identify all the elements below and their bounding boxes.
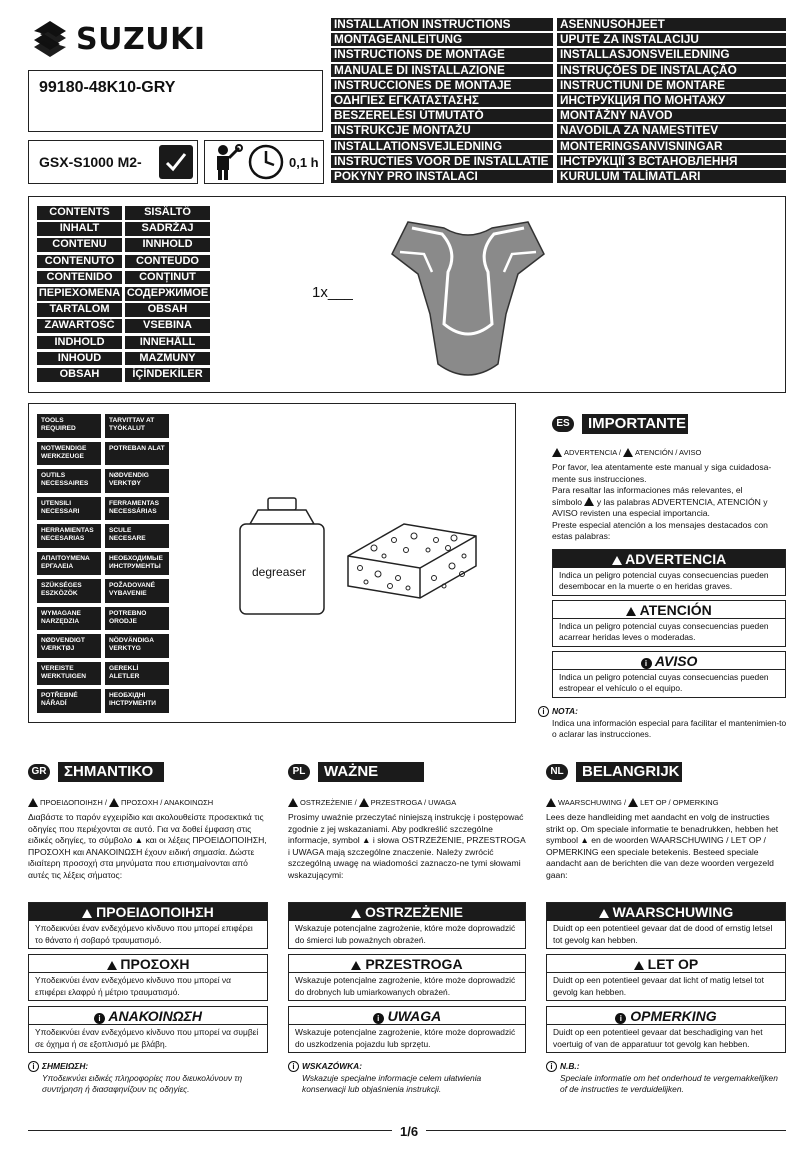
warning-title-text: ΠΡΟΕΙΔΟΠΟΙΗΣΗ (96, 904, 214, 920)
contents-row (37, 222, 210, 236)
title-row (331, 64, 786, 77)
caution-title (29, 955, 267, 973)
section-nl (546, 762, 786, 1096)
info-icon: i (546, 1061, 557, 1072)
title-cell: INSTRUCTIES VOOR DE INSTALLATIE (331, 155, 553, 168)
tools-cell: GEREKLİ ALETLER (105, 662, 169, 686)
tools-row (37, 662, 169, 686)
lang-badge-es: ES (552, 416, 574, 432)
intro-pl: Prosimy uważnie przeczytać niniejszą instrukcję i postępować zgodnie z jej wskazaniami. Aby podkreślić szczególne informacje, symbol ▲ i słowa OSTRZEŻENIE, PRZESTROGA i UWAGA mają szczególne znaczenie. Należy zwrócić szczególną uwagę na wiadomości zaznaczo-ne tymi słowami wskazującymi: (288, 812, 526, 880)
contents-cell: INDHOLD (37, 336, 122, 350)
title-cell: UPUTE ZA INSTALACIJU (557, 33, 786, 46)
section-title-gr: ΣΗΜΑΝΤΙΚΟ (58, 762, 164, 782)
notice-body: Wskazuje potencjalne zagrożenie, które może doprowadzić do uszkodzenia pojazdu lub sprzętu. (295, 1027, 516, 1049)
warning-title (289, 903, 525, 921)
contents-cell: ZAWARTOŚĆ (37, 319, 122, 333)
title-cell: ИНСТРУКЦИЯ ПО МОНТАЖУ (557, 94, 786, 107)
contents-cell: CONTENIDO (37, 271, 122, 285)
intro-line: estas palabras: (552, 531, 611, 541)
intro-line: Por favor, lea atentamente este manual y siga cuidadosa- (552, 462, 772, 472)
contents-row (37, 319, 210, 333)
warning-triangle-icon (628, 798, 638, 807)
note-pl (288, 1061, 526, 1096)
contents-row (37, 303, 210, 317)
tools-cell: FERRAMENTAS NECESSÁRIAS (105, 497, 169, 521)
warning-title (29, 903, 267, 921)
note-text: Indica una información especial para facilitar el mantenimien-to o aclarar las instrucciones. (552, 717, 787, 739)
warning-triangle-icon (626, 607, 636, 616)
warning-triangle-icon (634, 961, 644, 970)
tools-cell: NÖDVÄNDIGA VERKTYG (105, 634, 169, 658)
title-cell: ΟΔΗΓΙΕΣ ΕΓΚΑΤΑΣΤΑΣΗΣ (331, 94, 553, 107)
degreaser-label: degreaser (252, 565, 307, 579)
warning-box-nl (546, 902, 786, 949)
tools-row (37, 524, 169, 548)
warning-title-text: OSTRZEŻENIE (364, 904, 463, 920)
title-row (331, 79, 786, 92)
tools-row (37, 689, 169, 713)
contents-row (37, 271, 210, 285)
info-icon: i (615, 1013, 626, 1024)
tools-cell: NOTWENDIGE WERKZEUGE (37, 442, 101, 466)
title-cell: INSTALLATION INSTRUCTIONS (331, 18, 553, 31)
note-es (538, 706, 788, 741)
hdr-part: OSTRZEŻENIE / (300, 798, 357, 807)
title-cell: INSTALLASJONSVEILEDNING (557, 48, 786, 61)
contents-cell: INNEHÅLL (125, 336, 210, 350)
contents-cell: CONTENTS (37, 206, 122, 220)
warning-box-es (552, 549, 786, 596)
caution-title-text: LET OP (647, 956, 699, 972)
notice-box-pl (288, 1006, 526, 1053)
info-icon: i (28, 1061, 39, 1072)
notice-title-text: UWAGA (387, 1008, 442, 1024)
title-list (331, 18, 786, 185)
warning-body: Υποδεικνύει έναν ενδεχόμενο κίνδυνο που μπορεί επιφέρει το θάνατο ή σοβαρό τραυματισμό. (35, 923, 253, 945)
caution-title (553, 601, 785, 619)
title-cell: INSTRUCTIONS DE MONTAGE (331, 48, 553, 61)
intro-line: AVISO revisten una especial importancia. (552, 508, 710, 518)
tools-row (37, 552, 169, 576)
hdr-part: PRZESTROGA / UWAGA (370, 798, 457, 807)
section-es (552, 414, 786, 698)
title-cell: KURULUM TALİMATLARI (557, 170, 786, 183)
title-cell: MANUALE DI INSTALLAZIONE (331, 64, 553, 77)
warning-triangle-icon (351, 961, 361, 970)
warning-triangle-icon (107, 961, 117, 970)
warning-triangle-icon (599, 909, 609, 918)
tools-grid (37, 414, 169, 717)
hdr-part: ADVERTENCIA / (564, 448, 621, 457)
notice-box-es (552, 651, 786, 698)
lang-badge-pl: PL (288, 764, 310, 780)
intro-line: Para resaltar las informaciones más relevantes, el (552, 485, 743, 495)
tools-cell: NØDVENDIGT VÆRKTØJ (37, 634, 101, 658)
warning-triangle-icon (359, 798, 369, 807)
warning-triangle-icon (109, 798, 119, 807)
notice-box-nl (546, 1006, 786, 1053)
tools-cell: POTREBAN ALAT (105, 442, 169, 466)
title-cell: ІНСТРУКЦІЇ З ВСТАНОВЛЕННЯ (557, 155, 786, 168)
warning-title-text: ADVERTENCIA (625, 550, 727, 567)
caution-body: Wskazuje potencjalne zagrożenie, które może doprowadzić do drobnych lub umiarkowanych obrażeń. (295, 975, 516, 997)
note-nl (546, 1061, 786, 1096)
notice-title-text: OPMERKING (630, 1008, 717, 1024)
tools-cell: POTREBNO ORODJE (105, 607, 169, 631)
warning-body: Wskazuje potencjalne zagrożenie, które może doprowadzić do śmierci lub poważnych obrażeń. (295, 923, 516, 945)
hdr-part: LET OP / OPMERKING (640, 798, 719, 807)
tools-row (37, 579, 169, 603)
title-row (331, 48, 786, 61)
info-icon: i (288, 1061, 299, 1072)
notice-title (29, 1007, 267, 1025)
contents-row (37, 352, 210, 366)
tools-cell: SCULE NECESARE (105, 524, 169, 548)
lang-badge-nl: NL (546, 764, 568, 780)
title-cell: MONTAGEANLEITUNG (331, 33, 553, 46)
warning-triangle-icon (552, 448, 562, 457)
tools-cell: POŽADOVANÉ VYBAVENIE (105, 579, 169, 603)
tank-pad-illustration (388, 214, 548, 386)
title-cell: MONTÁŽNY NÁVOD (557, 109, 786, 122)
brand-logo (30, 18, 230, 60)
warning-header-nl (546, 798, 786, 807)
contents-cell: CONȚINUT (125, 271, 210, 285)
note-title: NOTA: (552, 706, 578, 716)
title-cell: INSTALLATIONSVEJLEDNING (331, 140, 553, 153)
contents-cell: SADRŽAJ (125, 222, 210, 236)
warning-title (553, 550, 785, 568)
caution-box-pl (288, 954, 526, 1001)
caution-body: Υποδεικνύει έναν ενδεχόμενο κίνδυνο που μπορεί να επιφέρει ελαφρύ ή μέτριο τραυματισμό. (35, 975, 231, 997)
checkmark-icon (159, 145, 193, 179)
contents-cell: INNHOLD (125, 238, 210, 252)
contents-cell: ΠΕΡΙΕΧΟΜΕΝΑ (38, 286, 121, 299)
title-row (331, 155, 786, 168)
title-cell: INSTRUCCIONES DE MONTAJE (331, 79, 553, 92)
title-row (331, 94, 786, 107)
contents-cell: OBSAH (125, 303, 210, 317)
warning-triangle-icon (546, 798, 556, 807)
hdr-part: WAARSCHUWING / (558, 798, 627, 807)
sponge-illustration (344, 516, 480, 602)
part-number-box (28, 70, 323, 132)
time-value: 0,1 h (289, 154, 319, 170)
warning-triangle-icon (612, 556, 622, 565)
warning-triangle-icon (623, 448, 633, 457)
contents-row (37, 368, 210, 382)
model-box (28, 140, 198, 184)
brand-name: SUZUKI (76, 21, 206, 57)
model-name: GSX-S1000 M2- (39, 154, 142, 170)
intro-line: mente sus instrucciones. (552, 473, 647, 484)
title-row (331, 140, 786, 153)
intro-line: Preste especial atención a los mensajes destacados con (552, 519, 768, 530)
intro-seg: y las palabras ADVERTENCIA, ATENCIÓN y (596, 496, 768, 507)
contents-cell: İÇİNDEKİLER (125, 368, 210, 382)
mechanic-icon (211, 143, 243, 181)
title-cell: POKYNY PRO INSTALACI (331, 170, 553, 183)
intro-line (552, 497, 786, 509)
section-gr (28, 762, 268, 1096)
contents-grid (37, 206, 210, 384)
tools-cell: НЕОБХІДНІ ІНСТРУМЕНТИ (105, 689, 169, 713)
caution-body: Duidt op een potentieel gevaar dat licht of matig letsel tot gevolg kan hebben. (553, 975, 764, 997)
contents-row (37, 238, 210, 252)
contents-cell: TARTALOM (37, 303, 122, 317)
title-cell: NAVODILA ZA NAMESTITEV (557, 124, 786, 137)
warning-header-es (552, 448, 786, 457)
tools-cell: OUTILS NECESSAIRES (37, 469, 101, 493)
info-icon: i (641, 658, 652, 669)
page-number: 1/6 (392, 1124, 426, 1139)
warning-triangle-icon (28, 798, 38, 807)
intro-seg: símbolo (552, 496, 583, 507)
tools-cell: POTŘEBNÉ NÁŘADÍ (37, 689, 101, 713)
title-row (331, 124, 786, 137)
tools-cell: TOOLS REQUIRED (37, 414, 101, 438)
section-title-es: IMPORTANTE (582, 414, 688, 434)
warning-triangle-icon (351, 909, 361, 918)
caution-title-text: ΠΡΟΣΟΧΗ (120, 956, 190, 972)
note-text: Speciale informatie om het onderhoud te vergemakkelijken of de instructies te verduidelijken. (560, 1072, 778, 1094)
warning-triangle-icon (584, 497, 594, 506)
contents-row (37, 287, 210, 301)
contents-row (37, 336, 210, 350)
note-title: WSKAZÓWKA: (302, 1061, 363, 1071)
warning-title (547, 903, 785, 921)
warning-body: Indica un peligro potencial cuyas consecuencias pueden desembocar en la muerte o en heridas graves. (559, 569, 769, 591)
contents-cell: OBSAH (37, 368, 122, 382)
notice-title (553, 652, 785, 670)
warning-box-gr (28, 902, 268, 949)
tools-row (37, 497, 169, 521)
note-title: N.B.: (560, 1061, 580, 1071)
warning-triangle-icon (288, 798, 298, 807)
contents-cell: INHOUD (37, 352, 122, 366)
title-cell: MONTERINGSANVISNINGAR (557, 140, 786, 153)
notice-title-text: AVISO (654, 652, 698, 669)
caution-body: Indica un peligro potencial cuyas consecuencias pueden acarrear heridas leves o moderadas. (559, 620, 769, 642)
title-row (331, 170, 786, 183)
notice-body: Υποδεικνύει έναν ενδεχόμενο κίνδυνο που μπορεί να συμβεί σε όχημα ή σε εξοπλισμό με βλάβη. (35, 1027, 259, 1049)
section-title-nl: BELANGRIJK (576, 762, 682, 782)
caution-title (547, 955, 785, 973)
contents-cell: INHALT (37, 222, 122, 236)
contents-row (37, 255, 210, 269)
contents-cell: СОДЕРЖИМОЕ (126, 286, 209, 299)
contents-cell: MAZMUNY (125, 352, 210, 366)
warning-body: Duidt op een potentieel gevaar dat de dood of ernstig letsel tot gevolg kan hebben. (553, 923, 773, 945)
title-row (331, 33, 786, 46)
tools-cell: TARVITTAV AT TYÖKALUT (105, 414, 169, 438)
title-row (331, 18, 786, 31)
title-cell: INSTRUKCJE MONTAŻU (331, 124, 553, 137)
tools-cell: VEREISTE WERKTUIGEN (37, 662, 101, 686)
hdr-part: ATENCIÓN / AVISO (634, 448, 702, 457)
tools-row (37, 442, 169, 466)
notice-box-gr (28, 1006, 268, 1053)
note-gr (28, 1061, 268, 1096)
caution-box-gr (28, 954, 268, 1001)
warning-box-pl (288, 902, 526, 949)
intro-nl: Lees deze handleiding met aandacht en volg de instructies strikt op. Om speciale informatie te benadrukken, hebben het symbool ▲ en de woorden WAARSCHUWING / LET OP / OPMERKING een speciale betekenis. Besteed speciale aandacht aan de berichten die van deze woorden vergezeld gaan: (546, 812, 779, 880)
warning-header-gr (28, 798, 268, 807)
tools-row (37, 634, 169, 658)
tools-cell: SZÜKSÉGES ESZKÖZÖK (37, 579, 101, 603)
title-cell: INSTRUÇÕES DE INSTALAÇÃO (557, 64, 786, 77)
tools-row (37, 414, 169, 438)
contents-cell: CONTENUTO (37, 255, 122, 269)
info-icon: i (538, 706, 549, 717)
tools-row (37, 469, 169, 493)
title-row (331, 109, 786, 122)
contents-cell: CONTENU (37, 238, 122, 252)
hdr-part: ΠΡΟΣΟΧΗ / ΑΝΑΚΟΙΝΩΣΗ (121, 798, 214, 807)
caution-box-nl (546, 954, 786, 1001)
section-pl (288, 762, 526, 1096)
contents-row (37, 206, 210, 220)
clock-icon (247, 143, 285, 181)
intro-es (552, 462, 786, 543)
note-text: Wskazuje specjalne informacje celem ułatwienia konserwacji lub objaśnienia instrukcji. (302, 1072, 482, 1094)
info-icon: i (373, 1013, 384, 1024)
time-box (204, 140, 324, 184)
suzuki-s-logo-icon (30, 21, 70, 57)
title-cell: INSTRUCTIUNI DE MONTARE (557, 79, 786, 92)
warning-title-text: WAARSCHUWING (612, 904, 734, 920)
tools-cell: NØDVENDIG VERKTØY (105, 469, 169, 493)
tools-cell: HERRAMIENTAS NECESARIAS (37, 524, 101, 548)
notice-body: Duidt op een potentieel gevaar dat beschadiging van het voertuig of van de apparatuur tot gevolg kan hebben. (553, 1027, 763, 1049)
intro-gr: Διαβάστε το παρόν εγχειρίδιο και ακολουθείστε προσεκτικά τις οδηγίες που περιέχονται σε αυτό. Για να δοθεί έμφαση στις ειδικές οδηγίες, το σύμβολο ▲ και οι λέξεις ΠΡΟΕΙΔΟΠΟΙΗΣΗ, ΠΡΟΣΟΧΗ και ΑΝΑΚΟΙΝΩΣΗ έχουν ειδική σημασία. Δώστε ιδιαίτερη προσοχή στα μηνύματα που επισημαίνονται από αυτές τις λέξεις σήματος: (28, 812, 267, 880)
notice-title (547, 1007, 785, 1025)
note-text: Υποδεικνύει ειδικές πληροφορίες που διευκολύνουν τη συντήρηση ή διασαφηνίζουν τις οδηγίες. (42, 1072, 243, 1094)
notice-body: Indica un peligro potencial cuyas consecuencias pueden estropear el vehículo o el equipo. (559, 671, 769, 693)
caution-title-text: PRZESTROGA (365, 956, 463, 972)
degreaser-can-illustration (236, 496, 328, 618)
lang-badge-gr: GR (28, 764, 50, 780)
contents-cell: SISÄLTÖ (125, 206, 210, 220)
hdr-part: ΠΡΟΕΙΔΟΠΟΙΗΣΗ / (40, 798, 107, 807)
tools-cell: WYMAGANE NARZĘDZIA (37, 607, 101, 631)
warning-triangle-icon (82, 909, 92, 918)
tools-cell: НЕОБХОДИМЫЕ ИНСТРУМЕНТЫ (105, 552, 169, 576)
tools-cell: ΑΠΑΙΤΟΥΜΕΝΑ ΕΡΓΑΛΕΙΑ (37, 552, 101, 576)
contents-cell: CONTEÚDO (125, 255, 210, 269)
caution-title-text: ATENCIÓN (639, 601, 712, 618)
section-title-pl: WAŻNE (318, 762, 424, 782)
tools-row (37, 607, 169, 631)
part-number: 99180-48K10-GRY (39, 79, 176, 96)
title-cell: BESZERELÉSI ÚTMUTATÓ (331, 109, 553, 122)
quantity-label: 1x___ (312, 284, 353, 301)
warning-header-pl (288, 798, 526, 807)
note-title: ΣΗΜΕΙΩΣΗ: (42, 1061, 89, 1071)
caution-title (289, 955, 525, 973)
notice-title-text: ΑΝΑΚΟΙΝΩΣΗ (108, 1008, 202, 1024)
info-icon: i (94, 1013, 105, 1024)
title-cell: ASENNUSOHJEET (557, 18, 786, 31)
tools-cell: UTENSILI NECESSARI (37, 497, 101, 521)
caution-box-es (552, 600, 786, 647)
contents-cell: VSEBINA (125, 319, 210, 333)
notice-title (289, 1007, 525, 1025)
